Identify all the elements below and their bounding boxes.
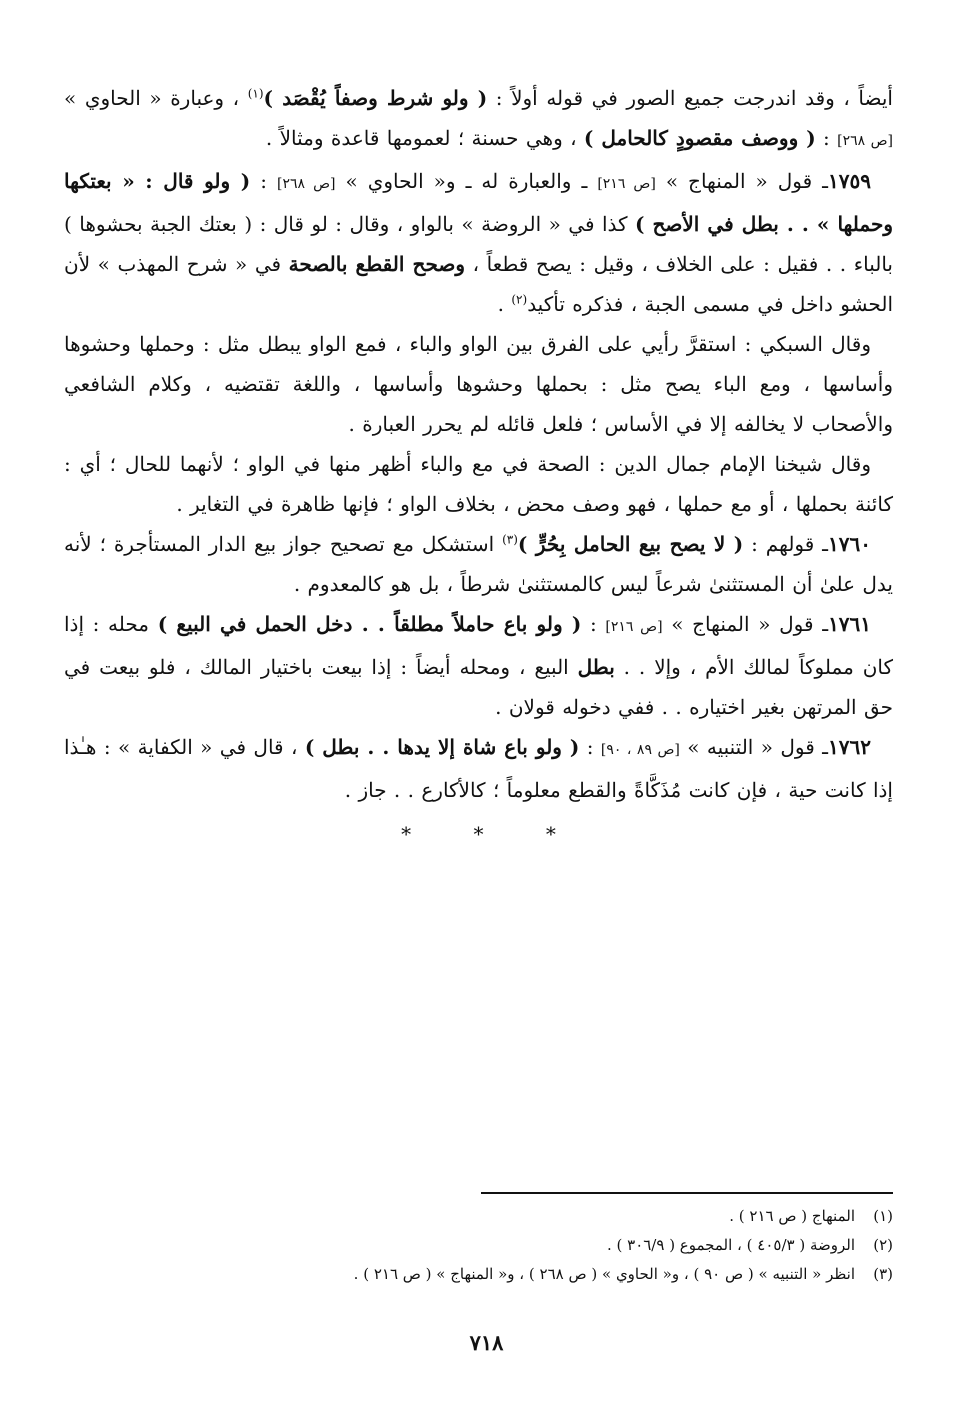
page-ref: [ص ٨٩ ، ٩٠] <box>600 742 680 758</box>
paragraph-text: ، وهي حسنة ؛ لعمومها قاعدة ومثالاً . <box>265 126 584 150</box>
paragraph-text: أيضاً ، وقد اندرجت جميع الصور في قوله أولاً : <box>487 86 893 110</box>
page-ref: [ص ٢٦٨] <box>837 133 893 149</box>
paragraph-text: ـ والعبارة له ـ و« الحاوي » <box>335 169 598 193</box>
paragraph-shaykh <box>64 444 893 524</box>
issue-number: ١٧٥٩ <box>828 169 872 193</box>
paragraph-1761 <box>64 604 893 727</box>
paragraph-text: وقال شيخنا الإمام جمال الدين : الصحة في مع والباء أظهر منها في الواو ؛ لأنهما للحال ؛ أي : كائنة بحملها ، أو مع حملها ، فهو وصف محض ، بخلاف الواو ؛ فإنها ظاهرة في التغاير . <box>64 452 893 516</box>
issue-number: ١٧٦٠ <box>828 532 872 556</box>
footnote-number: (٢) <box>873 1236 893 1254</box>
footnote-number: (٣) <box>873 1265 893 1283</box>
paragraph-text: ، قال في « الكفاية » : هـٰذا إذا كانت حية ، فإن كانت مُذَكَّاةً والقطع معلوماً ؛ كالأكارع . . جاز . <box>64 735 893 802</box>
bold-phrase: وصحح القطع بالصحة <box>288 252 466 276</box>
footnote-text: المنهاج ( ص ٢١٦ ) . <box>729 1207 855 1225</box>
page-ref: [ص ٢٦٨] <box>276 176 336 192</box>
bold-phrase: بطل <box>577 655 615 679</box>
paragraph-text: في « شرح المهذب » لأن الحشو داخل في مسمى الجبة ، فذكره تأكيد <box>64 252 893 316</box>
paragraph-text: وقال السبكي : استقرَّ رأيي على الفرق بين الواو والباء ، فمع الواو يبطل مثل : وحملها وحشوها وأساسها ، ومع الباء يصح مثل : بحملها وحشوها وأساسها ، واللغة تقتضيه ، وكلام الشافعي والأصحاب لا يخالفه إلا في الأساس ؛ فلعل قائله لم يحرر العبارة . <box>64 332 893 436</box>
paragraph-text: ـ قولهم : <box>743 532 829 556</box>
quoted-phrase: ( ولو قال : « بعتكها وحملها » . . بطل في الأصح ) <box>64 169 893 236</box>
paragraph-1762 <box>64 727 893 810</box>
footnote-text: انظر « التنبيه » ( ص ٩٠ ) ، و« الحاوي » ( ص ٢٦٨ ) ، و« المنهاج » ( ص ٢١٦ ) . <box>353 1265 855 1283</box>
section-divider-stars: * * * <box>401 822 584 846</box>
footnote-ref-3[interactable]: (٣) <box>502 532 518 547</box>
paragraph-text: ـ قول « المنهاج » <box>655 169 829 193</box>
footnote-3 <box>64 1260 893 1289</box>
paragraph-subki <box>64 324 893 444</box>
page-ref: [ص ٢١٦] <box>597 176 656 192</box>
paragraph-text: : <box>579 735 601 759</box>
paragraph-text: : <box>581 612 606 636</box>
quoted-phrase: ( ووصف مقصودٍ كالحامل ) <box>583 126 816 150</box>
quoted-phrase: ( لا يصح بيع الحامل بِحُرٍّ ) <box>517 532 744 556</box>
quoted-phrase: ( ولو باع حاملاً مطلقاً . . دخل الحمل في البيع ) <box>157 612 582 636</box>
paragraph-text: ـ قول « التنبيه » <box>679 735 829 759</box>
footnote-text: الروضة ( ٤٠٥/٣ ) ، المجموع ( ٣٠٦/٩ ) . <box>606 1236 855 1254</box>
paragraph-text: : <box>250 169 277 193</box>
paragraph-1759 <box>64 161 893 324</box>
paragraph-text: استشكل مع تصحيح جواز بيع الدار المستأجرة ؛ لأنه يدل علىٰ أن المستثنىٰ شرعاً ليس كالمستثنىٰ شرطاً ، بل هو كالمعدوم . <box>64 532 893 596</box>
paragraph-1760 <box>64 524 893 604</box>
footnote-1 <box>64 1202 893 1231</box>
paragraph-1 <box>64 78 893 161</box>
footnote-number: (١) <box>873 1207 893 1225</box>
quoted-phrase: ( ولو باع شاة إلا يدها . . بطل ) <box>304 735 580 759</box>
paragraph-text: . <box>497 292 512 316</box>
footnote-2 <box>64 1231 893 1260</box>
footnote-ref-1[interactable]: (١) <box>247 86 264 101</box>
footnotes <box>64 1192 893 1289</box>
quoted-phrase: ( ولو شرط وصفاً يُقْصَد ) <box>263 86 488 110</box>
issue-number: ١٧٦٢ <box>828 735 872 759</box>
paragraph-text: محله : إذا كان مملوكاً لمالك الأم ، وإلا . . <box>64 612 894 679</box>
paragraph-text: ، وعبارة « الحاوي » <box>64 86 248 110</box>
paragraph-text: ـ قول « المنهاج » <box>662 612 829 636</box>
issue-number: ١٧٦١ <box>828 612 872 636</box>
page-ref: [ص ٢١٦] <box>605 619 663 635</box>
paragraph-text: كذا في « الروضة » بالواو ، وقال : لو قال : ( بعتك الجبة بحشوها ) بالباء . . فقيل : على الخلاف ، وقيل : يصح قطعاً ، <box>64 212 893 276</box>
paragraph-text: : <box>815 126 838 150</box>
page-number: ٧١٨ <box>469 1330 504 1355</box>
paragraph-text: البيع ، ومحله أيضاً : إذا بيعت باختيار المالك ، فلو بيعت في حق المرتهن بغير اختياره . . ففي دخوله قولان . <box>64 655 893 719</box>
footnote-divider <box>481 1192 893 1194</box>
footnote-ref-2[interactable]: (٢) <box>511 292 528 307</box>
